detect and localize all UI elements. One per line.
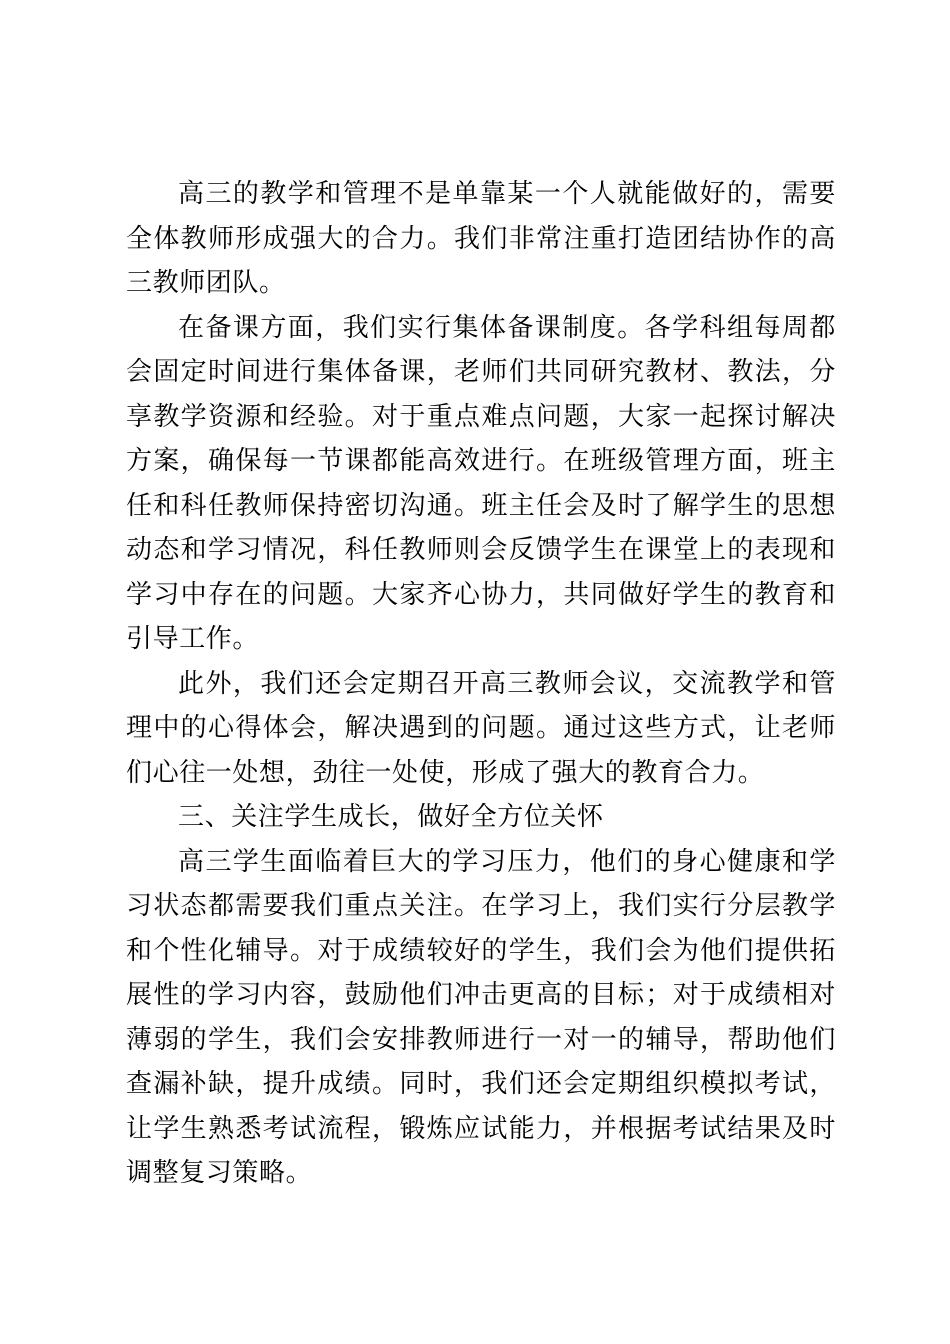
section-heading-student-care: 三、关注学生成长，做好全方位关怀 bbox=[178, 802, 604, 832]
paragraph-lesson-preparation: 在备课方面，我们实行集体备课制度。各学科组每周都会固定时间进行集体备课，老师们共同研究教材、教法，分享教学资源和经验。对于重点难点问题，大家一起探讨解决方案，确保每一节课都能高效进行。在班级管理方面，班主任和科任教师保持密切沟通。班主任会及时了解学生的思想动态和学习情况，科任教师则会反馈学生在课堂上的表现和学习中存在的问题。大家齐心协力，共同做好学生的教育和引导工作。 bbox=[126, 312, 836, 654]
paragraph-team-cooperation: 高三的教学和管理不是单靠某一个人就能做好的，需要全体教师形成强大的合力。我们非常注重打造团结协作的高三教师团队。 bbox=[126, 179, 836, 298]
document-body bbox=[126, 172, 836, 1196]
paragraph-teacher-meetings: 此外，我们还会定期召开高三教师会议，交流教学和管理中的心得体会，解决遇到的问题。通过这些方式，让老师们心往一处想，劲往一处使，形成了强大的教育合力。 bbox=[126, 668, 836, 788]
paragraph-student-growth: 高三学生面临着巨大的学习压力，他们的身心健康和学习状态都需要我们重点关注。在学习上，我们实行分层教学和个性化辅导。对于成绩较好的学生，我们会为他们提供拓展性的学习内容，鼓励他们冲击更高的目标；对于成绩相对薄弱的学生，我们会安排教师进行一对一的辅导，帮助他们查漏补缺，提升成绩。同时，我们还会定期组织模拟考试，让学生熟悉考试流程，锻炼应试能力，并根据考试结果及时调整复习策略。 bbox=[126, 846, 836, 1188]
